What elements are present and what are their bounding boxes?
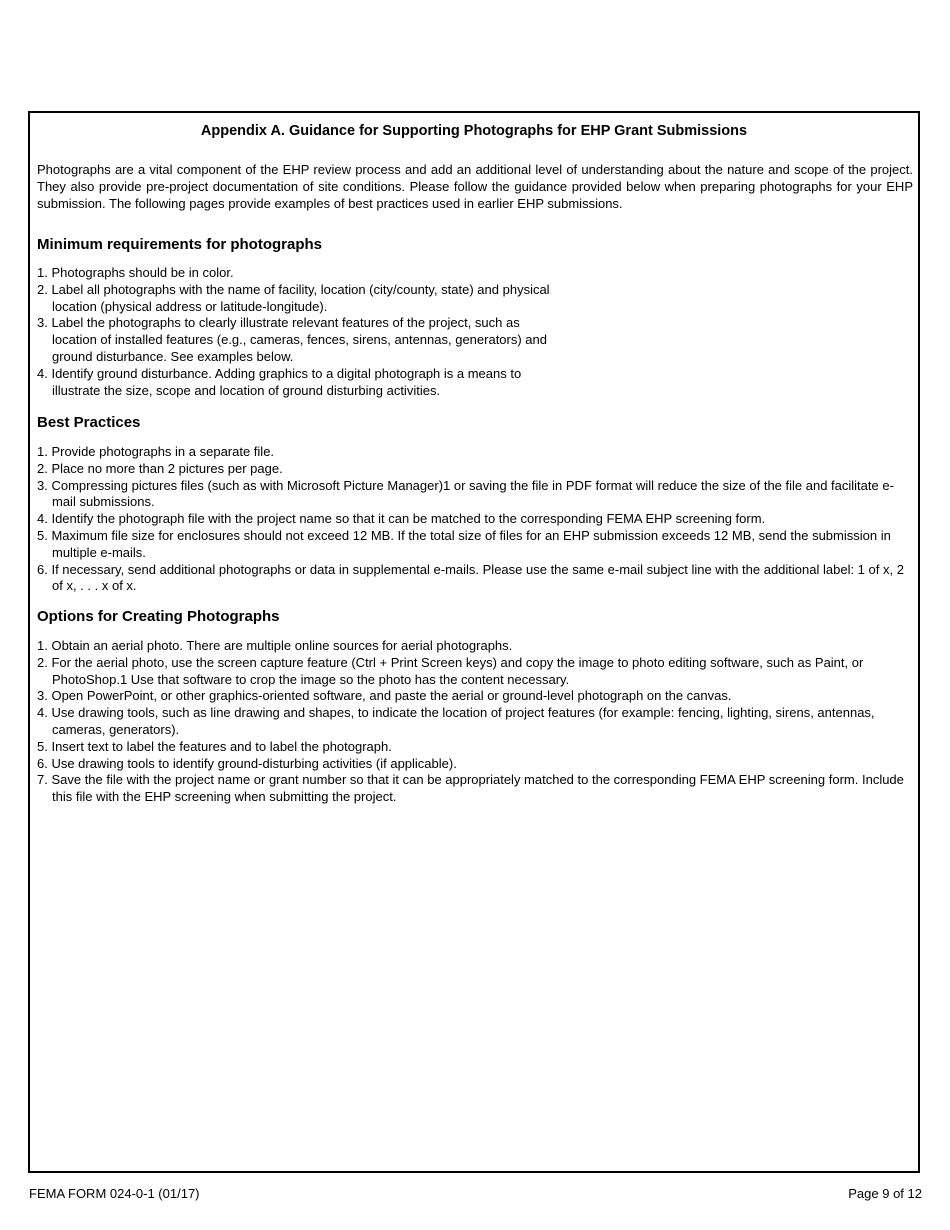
- list-item: 4. Identify the photograph file with the project name so that it can be matched to the corresponding FEMA EHP screening form.: [37, 511, 766, 527]
- list-item: 2. Label all photographs with the name of facility, location (city/county, state) and physical location (physical address or latitude-longitude).: [37, 281, 550, 314]
- list-item: 7. Save the file with the project name or grant number so that it can be appropriately matched to the corresponding FEMA EHP screening form. Include this file with the EHP screening when submitting the project.: [37, 772, 904, 805]
- page-title: Appendix A. Guidance for Supporting Photographs for EHP Grant Submissions: [200, 123, 748, 139]
- list-item: 4. Identify ground disturbance. Adding graphics to a digital photograph is a means to illustrate the size, scope and location of ground disturbing activities.: [37, 365, 522, 398]
- list-item: 6. If necessary, send additional photographs or data in supplemental e-mails. Please use the same e-mail subject line with the additional label: 1 of x, 2 of x, . . . x of x.: [37, 561, 904, 594]
- list-item: 1. Obtain an aerial photo. There are multiple online sources for aerial photographs.: [37, 638, 513, 653]
- list-item: 4. Use drawing tools, such as line drawing and shapes, to indicate the location of project features (for example: fencing, lighting, sirens, antennas, cameras, generators).: [37, 705, 875, 737]
- list-item: 3. Compressing pictures files (such as with Microsoft Picture Manager)1 or saving the file in PDF format will reduce the size of the file and facilitate e-mail submissions.: [37, 477, 894, 510]
- form-number: FEMA FORM 024-0-1 (01/17): [29, 1186, 200, 1201]
- list-item: 2. For the aerial photo, use the screen capture feature (Ctrl + Print Screen keys) and copy the image to photo editing software, such as Paint, or PhotoShop.1 Use that software to crop the image so the photo has the content necessary.: [37, 654, 864, 687]
- list-item: 6. Use drawing tools to identify ground-disturbing activities (if applicable).: [37, 755, 457, 771]
- options-list: [37, 638, 913, 806]
- options-heading: Options for Creating Photographs: [37, 608, 280, 625]
- list-item: 1. Provide photographs in a separate file.: [37, 444, 275, 459]
- minimum-requirements-heading: Minimum requirements for photographs: [37, 236, 323, 253]
- list-item: 3. Open PowerPoint, or other graphics-oriented software, and paste the aerial or ground-level photograph on the canvas.: [37, 688, 732, 704]
- best-practices-list: [37, 444, 913, 595]
- minimum-requirements-list: [37, 265, 562, 399]
- list-item: 2. Place no more than 2 pictures per page.: [37, 460, 283, 476]
- list-item: 3. Label the photographs to clearly illustrate relevant features of the project, such as location of installed features (e.g., cameras, fences, sirens, antennas, generators) and ground disturbance. See examples below.: [37, 315, 547, 364]
- list-item: 5. Insert text to label the features and to label the photograph.: [37, 738, 392, 754]
- page-number: Page 9 of 12: [848, 1186, 922, 1201]
- best-practices-heading: Best Practices: [37, 414, 141, 431]
- list-item: 1. Photographs should be in color.: [37, 265, 234, 280]
- list-item: 5. Maximum file size for enclosures should not exceed 12 MB. If the total size of files for an EHP submission exceeds 12 MB, send the submission in multiple e-mails.: [37, 527, 891, 560]
- intro-paragraph: Photographs are a vital component of the EHP review process and add an additional level of understanding about the nature and scope of the project. They also provide pre-project documentation of site conditions. Please follow the guidance provided below when preparing photographs for your EHP submission. The following pages provide examples of best practices used in earlier EHP submissions.: [37, 162, 913, 211]
- content-frame: [28, 111, 920, 1173]
